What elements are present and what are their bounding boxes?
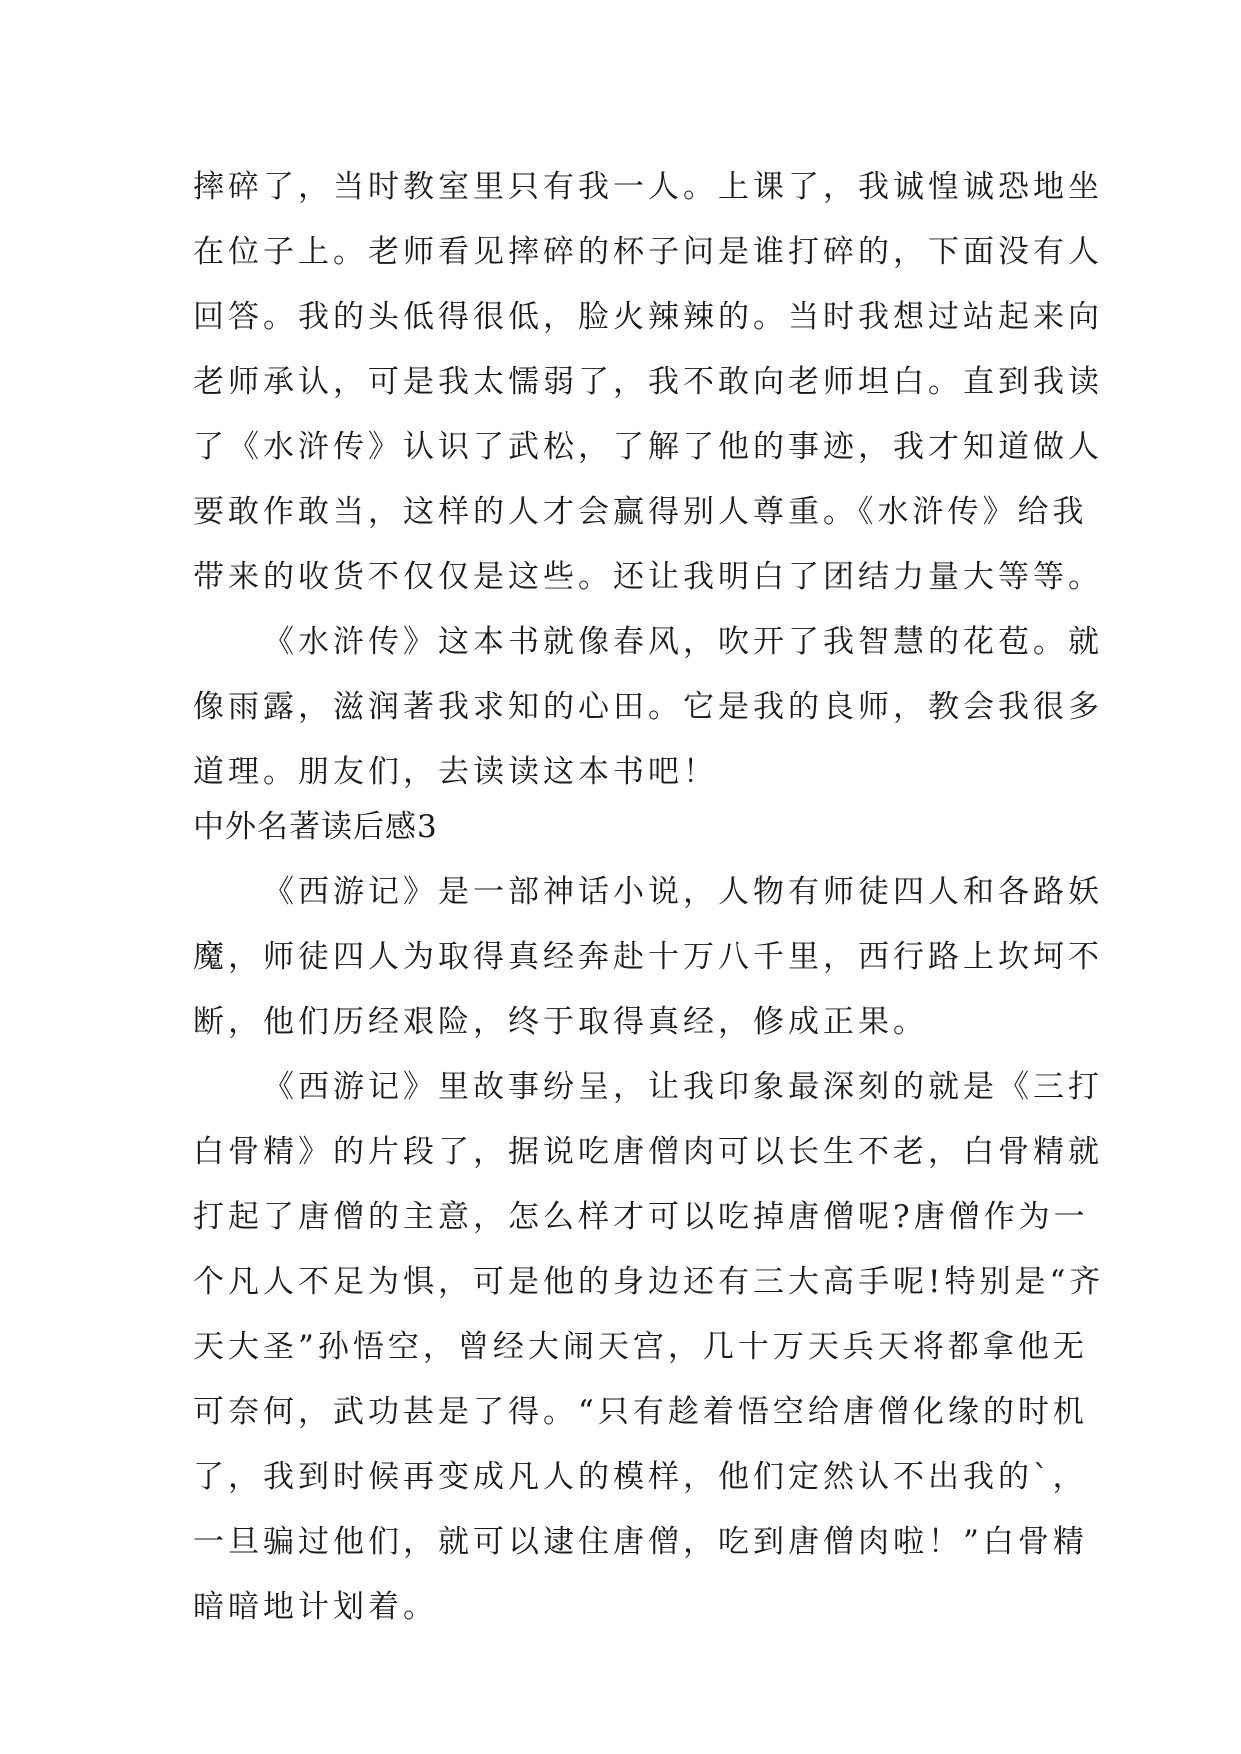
text-line: 断，他们历经艰险，终于取得真经，修成正果。 [193, 1004, 928, 1040]
text-line: 可奈何，武功甚是了得。“只有趁着悟空给唐僧化缘的时机 [193, 1394, 1088, 1430]
text-line: 摔碎了，当时教室里只有我一人。上课了，我诚惶诚恐地坐 [193, 169, 1103, 205]
essay-section-3 [193, 795, 1105, 1640]
text-line: 了，我到时候再变成凡人的模样，他们定然认不出我的`， [193, 1459, 1088, 1495]
text-line: 道理。朋友们，去读读这本书吧！ [193, 754, 718, 790]
text-line: 在位子上。老师看见摔碎的杯子问是谁打碎的，下面没有人 [193, 234, 1103, 270]
text-line: 白骨精》的片段了，据说吃唐僧肉可以长生不老，白骨精就 [193, 1134, 1103, 1170]
text-line: 魔，师徒四人为取得真经奔赴十万八千里，西行路上坎坷不 [193, 939, 1103, 975]
text-line: 暗暗地计划着。 [193, 1589, 438, 1625]
text-line: 了《水浒传》认识了武松，了解了他的事迹，我才知道做人 [193, 429, 1103, 465]
text-line: 《西游记》里故事纷呈，让我印象最深刻的就是《三打 [263, 1069, 1103, 1105]
section-heading: 中外名著读后感3 [193, 809, 438, 845]
text-line: 要敢作敢当，这样的人才会赢得别人尊重。《水浒传》给我 [193, 494, 1088, 530]
text-line: 天大圣”孙悟空，曾经大闹天宫，几十万天兵天将都拿他无 [193, 1329, 1088, 1365]
text-line: 回答。我的头低得很低，脸火辣辣的。当时我想过站起来向 [193, 299, 1103, 335]
essay-continuation [193, 155, 1103, 805]
text-line: 老师承认，可是我太懦弱了，我不敢向老师坦白。直到我读 [193, 364, 1103, 400]
text-line: 带来的收货不仅仅是这些。还让我明白了团结力量大等等。 [193, 559, 1103, 595]
text-line: 一旦骗过他们，就可以逮住唐僧，吃到唐僧肉啦！”白骨精 [193, 1524, 1088, 1560]
text-line: 打起了唐僧的主意，怎么样才可以吃掉唐僧呢?唐僧作为一 [193, 1199, 1089, 1235]
text-line: 《西游记》是一部神话小说，人物有师徒四人和各路妖 [263, 874, 1103, 910]
text-line: 《水浒传》这本书就像春风，吹开了我智慧的花苞。就 [263, 624, 1103, 660]
text-line: 个凡人不足为惧，可是他的身边还有三大高手呢!特别是“齐 [193, 1264, 1105, 1300]
text-line: 像雨露，滋润著我求知的心田。它是我的良师，教会我很多 [193, 689, 1103, 725]
